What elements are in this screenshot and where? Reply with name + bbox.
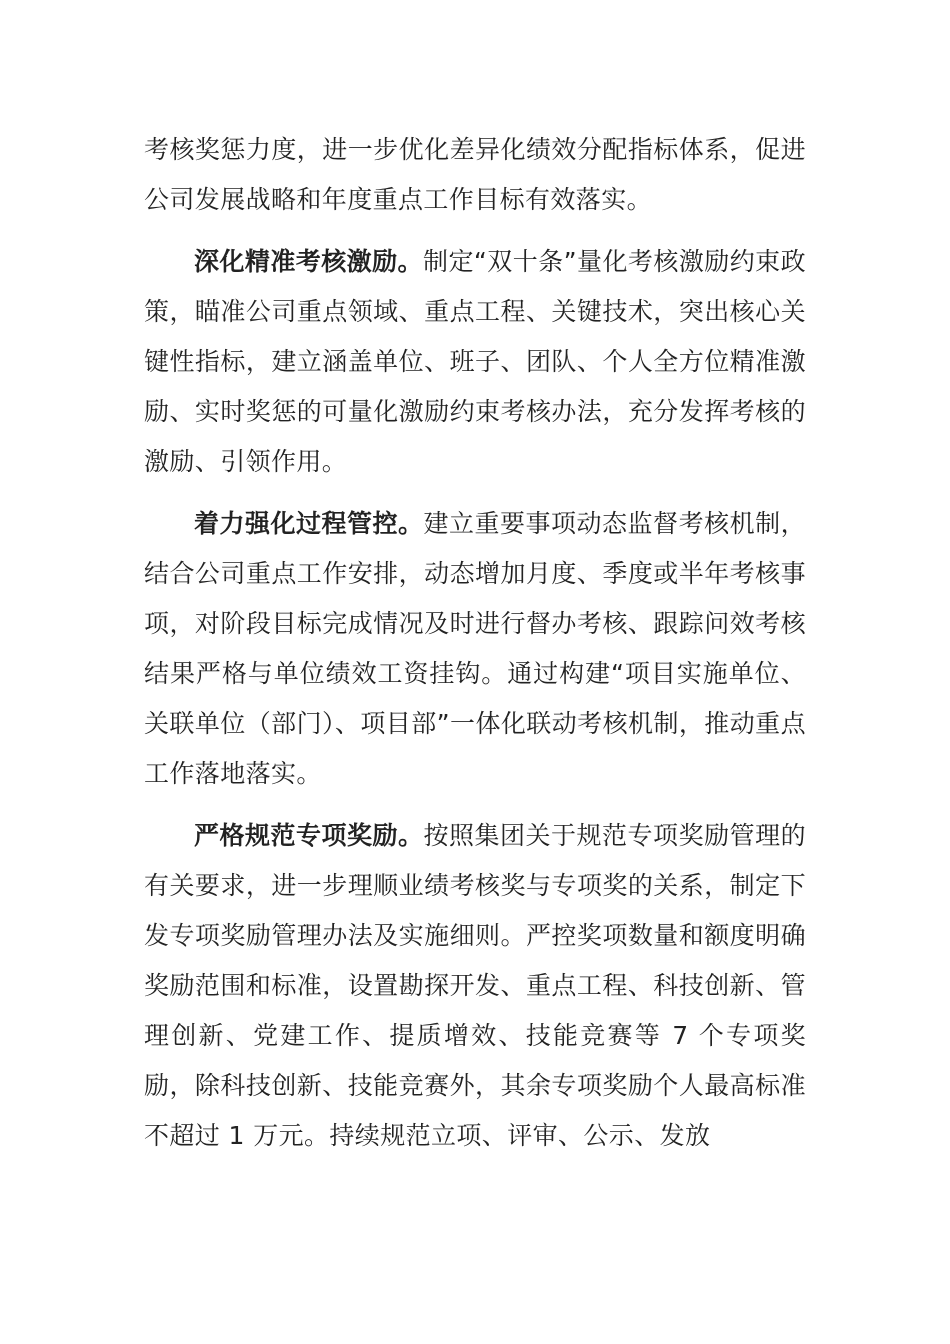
document-page: [144, 125, 806, 1173]
paragraph-text: 建立重要事项动态监督考核机制，结合公司重点工作安排，动态增加月度、季度或半年考核事项，对阶段目标完成情况及时进行督办考核、跟踪问效考核结果严格与单位绩效工资挂钩。通过构建“项目实施单位、关联单位（部门）、项目部”一体化联动考核机制，推动重点工作落地落实。: [144, 509, 806, 788]
paragraph-precise-assessment: [144, 237, 806, 487]
paragraph-heading: 深化精准考核激励。: [194, 247, 424, 276]
paragraph-heading: 严格规范专项奖励。: [194, 821, 424, 850]
paragraph-text: 按照集团关于规范专项奖励管理的有关要求，进一步理顺业绩考核奖与专项奖的关系，制定下发专项奖励管理办法及实施细则。严控奖项数量和额度明确奖励范围和标准，设置勘探开发、重点工程、科技创新、管理创新、党建工作、提质增效、技能竞赛等 7 个专项奖励，除科技创新、技能竞赛外，其余专项奖励个人最高标准不超过 1 万元。持续规范立项、评审、公示、发放: [144, 821, 806, 1150]
paragraph-text: 制定“双十条”量化考核激励约束政策，瞄准公司重点领域、重点工程、关键技术，突出核心关键性指标，建立涵盖单位、班子、团队、个人全方位精准激励、实时奖惩的可量化激励约束考核办法，充分发挥考核的激励、引领作用。: [144, 247, 806, 476]
paragraph-continuation: [144, 125, 806, 225]
paragraph-text: 考核奖惩力度，进一步优化差异化绩效分配指标体系，促进公司发展战略和年度重点工作目标有效落实。: [144, 135, 806, 214]
paragraph-heading: 着力强化过程管控。: [194, 509, 424, 538]
paragraph-process-control: [144, 499, 806, 799]
paragraph-special-awards: [144, 811, 806, 1161]
